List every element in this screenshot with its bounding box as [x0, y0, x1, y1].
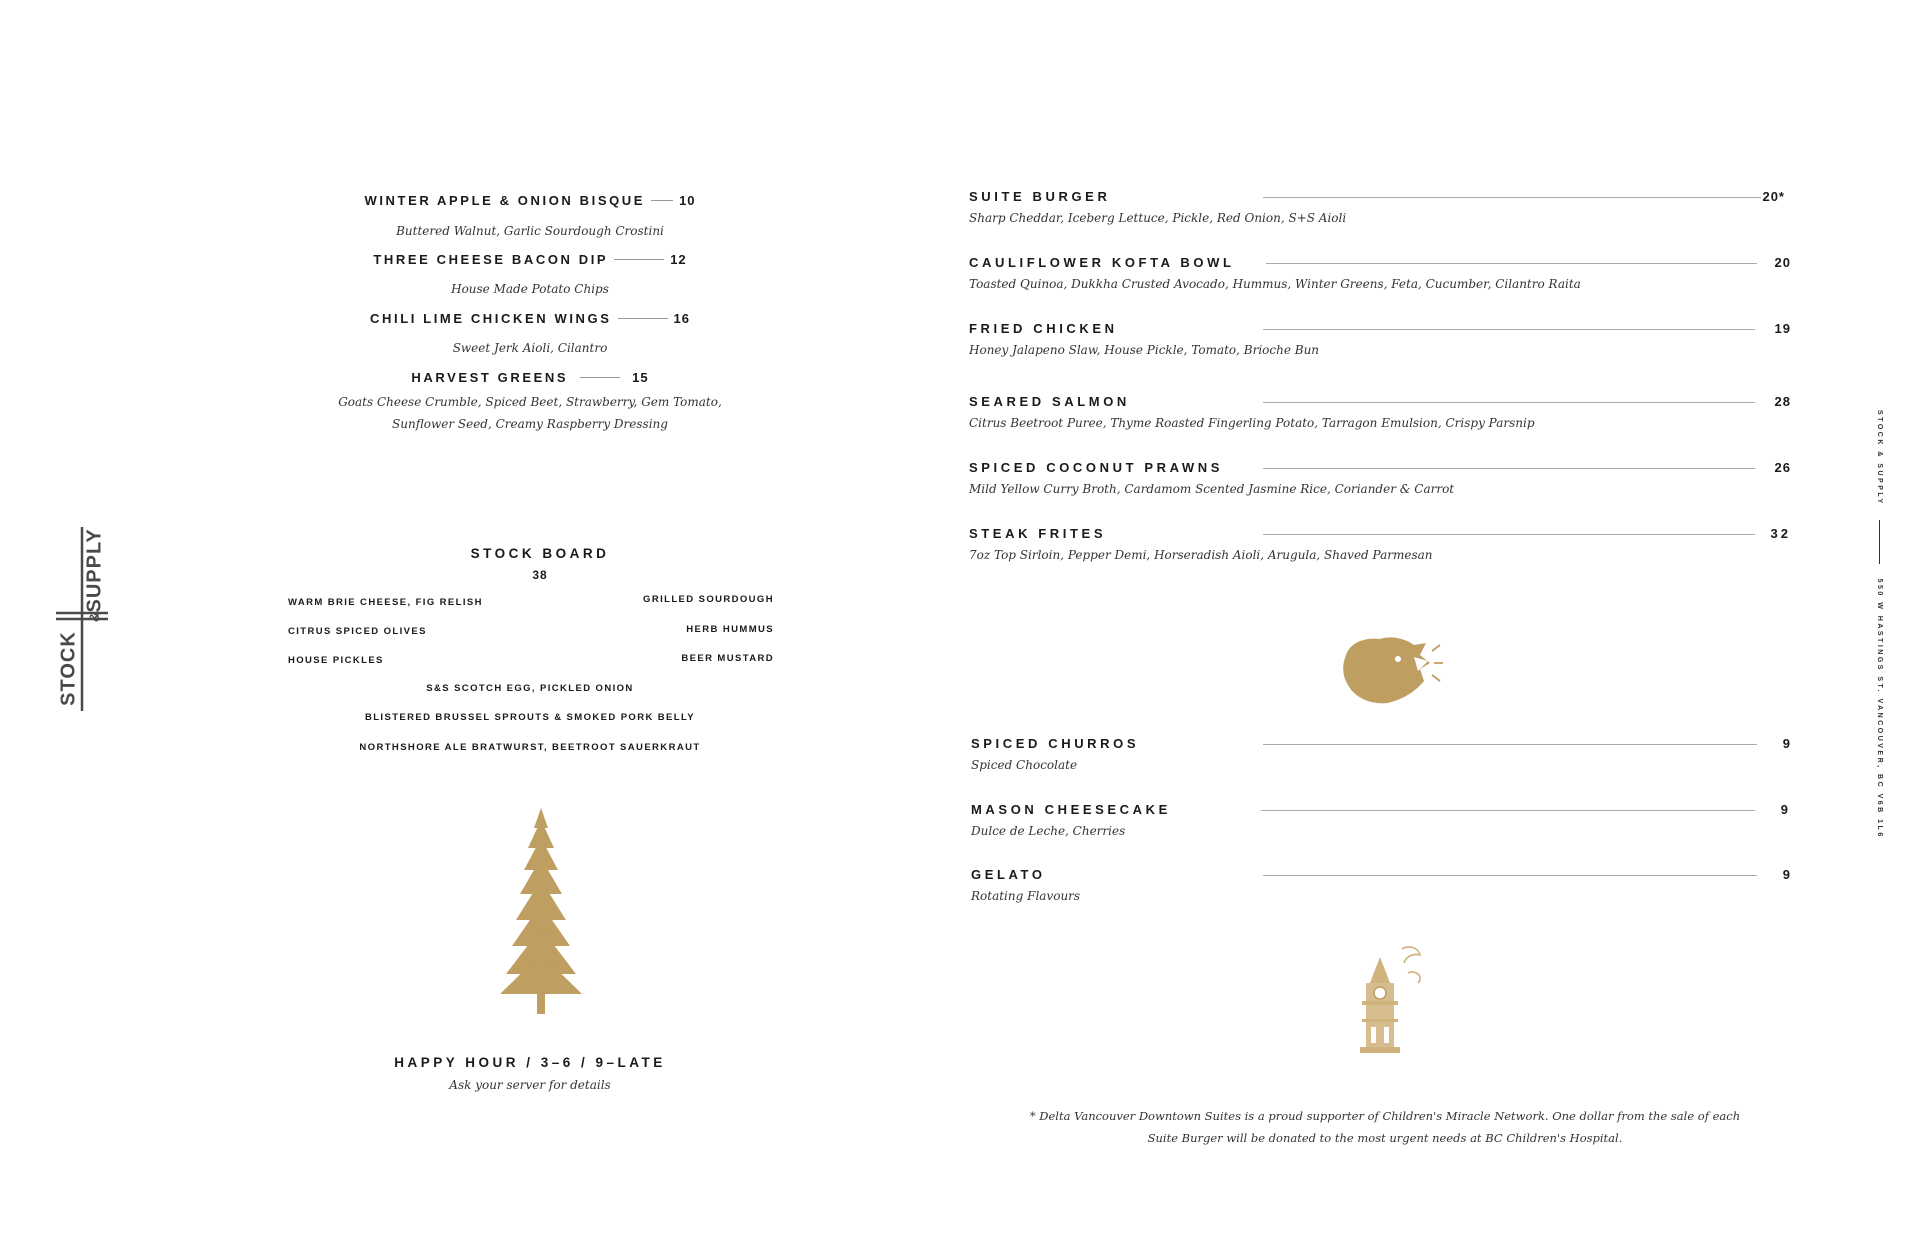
menu-item-starter: [230, 252, 830, 267]
item-price: 26: [1774, 460, 1791, 475]
item-name: THREE CHEESE BACON DIP: [373, 252, 609, 267]
item-description: 7oz Top Sirloin, Pepper Demi, Horseradish Aioli, Arugula, Shaved Parmesan: [969, 548, 1433, 562]
happy-hour-title: HAPPY HOUR / 3–6 / 9–LATE: [394, 1055, 666, 1070]
menu-item-starter: [230, 193, 830, 208]
menu-item-dessert: [971, 736, 1793, 754]
stock-board-price: 38: [532, 568, 548, 582]
logo-word-supply: SUPPLY: [83, 528, 106, 613]
item-price: 28: [1774, 394, 1791, 409]
item-price: 19: [1774, 321, 1791, 336]
item-name: WINTER APPLE & ONION BISQUE: [364, 193, 646, 208]
stock-board-title: STOCK BOARD: [470, 546, 610, 561]
item-name: CAULIFLOWER KOFTA BOWL: [969, 255, 1235, 270]
side-brand-address: [1876, 410, 1883, 839]
item-description: Spiced Chocolate: [971, 758, 1078, 772]
leader-rule: [1266, 263, 1757, 264]
bear-head-icon: [1340, 633, 1444, 709]
item-name: CHILI LIME CHICKEN WINGS: [370, 311, 612, 326]
item-description: Goats Cheese Crumble, Spiced Beet, Strawberry, Gem Tomato,: [338, 395, 722, 409]
side-brand: STOCK & SUPPLY: [1876, 410, 1883, 506]
menu-item-main: [969, 526, 1791, 544]
stock-and-supply-logo: [54, 527, 110, 711]
side-divider: [1879, 520, 1880, 564]
board-item: HERB HUMMUS: [686, 624, 774, 635]
clock-tower-icon: [1342, 943, 1426, 1059]
item-price: 15: [632, 370, 649, 385]
leader-rule: [580, 377, 620, 378]
menu-item-starter: [230, 370, 830, 385]
board-item: HOUSE PICKLES: [288, 655, 384, 666]
item-price: 16: [673, 311, 690, 326]
item-price: 12: [670, 252, 687, 267]
item-price: 20*: [1762, 189, 1785, 204]
menu-item-main: [969, 255, 1791, 273]
item-price: 32: [1770, 526, 1791, 541]
leader-rule: [1263, 468, 1755, 469]
item-description: Honey Jalapeno Slaw, House Pickle, Tomato, Brioche Bun: [969, 343, 1320, 357]
item-price: 10: [679, 193, 696, 208]
item-name: FRIED CHICKEN: [969, 321, 1118, 336]
item-description: Citrus Beetroot Puree, Thyme Roasted Fingerling Potato, Tarragon Emulsion, Crispy Parsnip: [969, 416, 1535, 430]
item-description: House Made Potato Chips: [451, 282, 609, 296]
item-name: GELATO: [971, 867, 1046, 882]
menu-item-starter: [230, 311, 830, 326]
board-item: CITRUS SPICED OLIVES: [288, 626, 427, 637]
leader-rule: [1263, 744, 1757, 745]
leader-rule: [614, 259, 664, 260]
board-item: WARM BRIE CHEESE, FIG RELISH: [288, 597, 483, 608]
item-description: Sweet Jerk Aioli, Cilantro: [452, 341, 608, 355]
item-name: SPICED COCONUT PRAWNS: [969, 460, 1224, 475]
pine-tree-icon: [498, 808, 584, 1016]
item-price: 9: [1782, 867, 1791, 882]
leader-rule: [618, 318, 668, 319]
item-description: Dulce de Leche, Cherries: [971, 824, 1126, 838]
item-name: SUITE BURGER: [969, 189, 1111, 204]
logo-word-stock: STOCK: [57, 631, 80, 706]
footnote-line: Suite Burger will be donated to the most urgent needs at BC Children's Hospital.: [1147, 1131, 1623, 1145]
item-description: Buttered Walnut, Garlic Sourdough Crostini: [396, 224, 664, 238]
side-address: 550 W HASTINGS ST. VANCOUVER, BC V6B 1L6: [1876, 578, 1883, 839]
leader-rule: [1261, 810, 1755, 811]
item-description: Sunflower Seed, Creamy Raspberry Dressing: [392, 417, 668, 431]
happy-hour-note: Ask your server for details: [449, 1078, 611, 1092]
menu-item-dessert: [971, 867, 1793, 885]
item-price: 20: [1774, 255, 1791, 270]
item-price: 9: [1780, 802, 1789, 817]
board-item: GRILLED SOURDOUGH: [643, 594, 774, 605]
item-description: Sharp Cheddar, Iceberg Lettuce, Pickle, Red Onion, S+S Aioli: [969, 211, 1347, 225]
board-item: S&S SCOTCH EGG, PICKLED ONION: [426, 683, 634, 694]
leader-rule: [1263, 329, 1755, 330]
footnote-line: * Delta Vancouver Downtown Suites is a proud supporter of Children's Miracle Network. One dollar from the sale of each: [1029, 1109, 1741, 1123]
item-name: STEAK FRITES: [969, 526, 1107, 541]
menu-item-main: [969, 460, 1791, 478]
board-item: BEER MUSTARD: [681, 653, 774, 664]
item-description: Rotating Flavours: [971, 889, 1081, 903]
leader-rule: [651, 200, 673, 201]
board-item: BLISTERED BRUSSEL SPROUTS & SMOKED PORK BELLY: [364, 712, 696, 723]
item-description: Toasted Quinoa, Dukkha Crusted Avocado, Hummus, Winter Greens, Feta, Cucumber, Cilantro Raita: [969, 277, 1581, 291]
item-name: SEARED SALMON: [969, 394, 1130, 409]
menu-item-dessert: [971, 802, 1793, 820]
item-description: Mild Yellow Curry Broth, Cardamom Scented Jasmine Rice, Coriander & Carrot: [969, 482, 1455, 496]
leader-rule: [1263, 197, 1761, 198]
logo-ampersand: &: [86, 611, 103, 623]
menu-item-main: [969, 189, 1791, 207]
item-name: MASON CHEESECAKE: [971, 802, 1171, 817]
item-price: 9: [1782, 736, 1791, 751]
leader-rule: [1263, 534, 1755, 535]
menu-item-main: [969, 321, 1791, 339]
leader-rule: [1263, 402, 1755, 403]
board-item: NORTHSHORE ALE BRATWURST, BEETROOT SAUERKRAUT: [359, 742, 701, 753]
leader-rule: [1263, 875, 1757, 876]
menu-item-main: [969, 394, 1791, 412]
item-name: SPICED CHURROS: [971, 736, 1140, 751]
item-name: HARVEST GREENS: [411, 370, 569, 385]
